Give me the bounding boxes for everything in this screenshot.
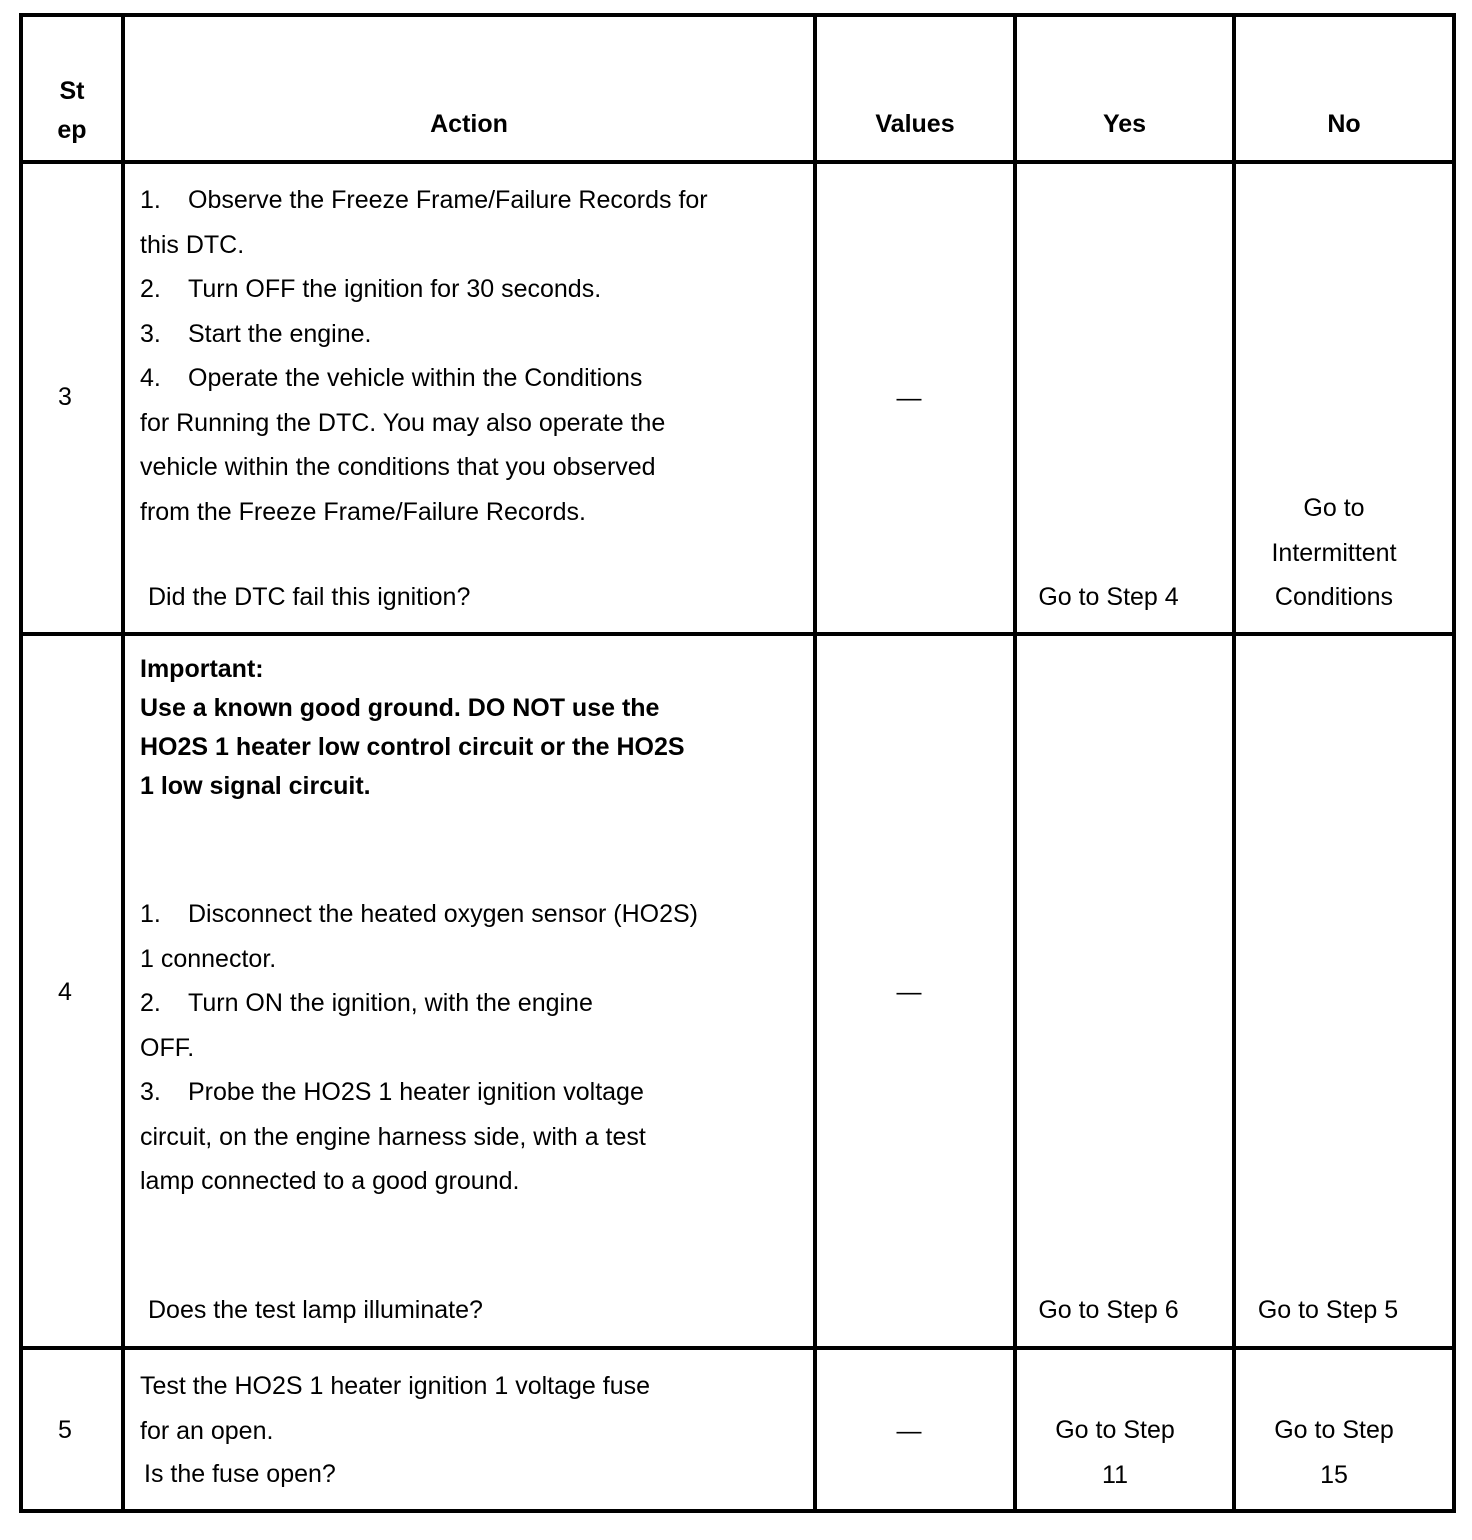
action-line bbox=[140, 1159, 698, 1204]
important-text: HO2S 1 heater low control circuit or the HO2S bbox=[140, 733, 685, 761]
action-line bbox=[140, 1409, 650, 1454]
important-label: Important: bbox=[140, 655, 264, 683]
list-number: 4. bbox=[140, 364, 161, 392]
no-cell-line: Conditions bbox=[1274, 583, 1394, 611]
header-action: Action bbox=[430, 110, 508, 138]
action-line bbox=[140, 1115, 698, 1160]
action-question: Is the fuse open? bbox=[144, 1460, 336, 1488]
row-divider bbox=[19, 1346, 1456, 1350]
header-step bbox=[23, 72, 121, 150]
action-steps bbox=[140, 892, 698, 1204]
action-line bbox=[140, 981, 698, 1026]
list-number: 2. bbox=[140, 275, 161, 303]
header-yes: Yes bbox=[1102, 110, 1147, 138]
action-text: Turn ON the ignition, with the engine bbox=[188, 989, 593, 1017]
action-text: lamp connected to a good ground. bbox=[140, 1167, 520, 1195]
action-line bbox=[140, 178, 708, 223]
action-text: this DTC. bbox=[140, 230, 245, 259]
no-cell-line: Go to bbox=[1303, 494, 1365, 522]
action-question: Does the test lamp illuminate? bbox=[148, 1296, 483, 1324]
list-number: 2. bbox=[140, 989, 161, 1017]
action-text: OFF. bbox=[140, 1033, 195, 1062]
column-divider bbox=[813, 13, 817, 1513]
yes-cell: Go to Step 4 bbox=[1038, 583, 1179, 611]
action-line bbox=[140, 223, 708, 268]
no-cell-line: Intermittent bbox=[1271, 538, 1397, 567]
action-question: Did the DTC fail this ignition? bbox=[148, 583, 471, 611]
table-border-left bbox=[19, 13, 23, 1513]
action-text: Turn OFF the ignition for 30 seconds. bbox=[188, 275, 602, 303]
value-cell: — bbox=[896, 978, 922, 1006]
action-line bbox=[140, 1364, 650, 1409]
table-border-top bbox=[19, 13, 1456, 17]
list-number: 1. bbox=[140, 900, 161, 928]
action-line bbox=[140, 1026, 698, 1071]
action-text: Test the HO2S 1 heater ignition 1 voltage fuse bbox=[140, 1372, 651, 1400]
list-number: 1. bbox=[140, 186, 161, 214]
action-text: for Running the DTC. You may also operate the bbox=[140, 408, 666, 437]
action-line bbox=[140, 312, 708, 357]
step-number: 3 bbox=[58, 383, 72, 411]
important-text: Use a known good ground. DO NOT use the bbox=[140, 694, 660, 722]
action-text: 1 connector. bbox=[140, 944, 277, 973]
no-cell bbox=[1236, 486, 1432, 620]
action-text: Probe the HO2S 1 heater ignition voltage bbox=[188, 1078, 644, 1106]
important-text: 1 low signal circuit. bbox=[140, 772, 371, 800]
action-line bbox=[140, 1070, 698, 1115]
action-line bbox=[140, 267, 708, 312]
header-step-line2: ep bbox=[57, 116, 87, 144]
column-divider bbox=[121, 13, 125, 1513]
action-line bbox=[140, 937, 698, 982]
list-number: 3. bbox=[140, 319, 161, 348]
no-cell bbox=[1236, 1408, 1432, 1497]
yes-cell-line: 11 bbox=[1102, 1460, 1128, 1489]
header-divider bbox=[19, 160, 1456, 164]
action-text: Start the engine. bbox=[188, 319, 372, 348]
list-number: 3. bbox=[140, 1078, 161, 1106]
table-border-right bbox=[1452, 13, 1456, 1513]
row-divider bbox=[19, 632, 1456, 636]
action-text: Operate the vehicle within the Conditions bbox=[188, 364, 643, 392]
header-step-line1: St bbox=[59, 77, 85, 105]
action-steps bbox=[140, 178, 708, 534]
action-steps bbox=[140, 1364, 650, 1453]
action-text: from the Freeze Frame/Failure Records. bbox=[140, 497, 586, 526]
header-no: No bbox=[1327, 110, 1361, 138]
step-number: 5 bbox=[58, 1416, 72, 1444]
action-line bbox=[140, 356, 708, 401]
action-text: vehicle within the conditions that you observed bbox=[140, 453, 656, 481]
no-cell: Go to Step 5 bbox=[1257, 1296, 1399, 1324]
action-text: circuit, on the engine harness side, with a test bbox=[140, 1122, 646, 1151]
value-cell: — bbox=[896, 1417, 922, 1445]
action-line bbox=[140, 490, 708, 535]
action-line bbox=[140, 445, 708, 490]
action-line bbox=[140, 401, 708, 446]
table-border-bottom bbox=[19, 1509, 1456, 1513]
header-values: Values bbox=[875, 110, 955, 138]
action-text: Observe the Freeze Frame/Failure Records for bbox=[188, 186, 708, 214]
step-number: 4 bbox=[58, 978, 72, 1006]
no-cell-line: Go to Step bbox=[1274, 1416, 1394, 1444]
yes-cell-line: Go to Step bbox=[1055, 1416, 1175, 1444]
yes-cell bbox=[1017, 1408, 1213, 1497]
value-cell: — bbox=[896, 384, 922, 412]
important-note bbox=[140, 650, 685, 806]
action-text: Disconnect the heated oxygen sensor (HO2S) bbox=[188, 900, 698, 928]
yes-cell: Go to Step 6 bbox=[1038, 1296, 1179, 1324]
no-cell-line: 15 bbox=[1320, 1460, 1348, 1489]
action-line bbox=[140, 892, 698, 937]
action-text: for an open. bbox=[140, 1416, 274, 1445]
